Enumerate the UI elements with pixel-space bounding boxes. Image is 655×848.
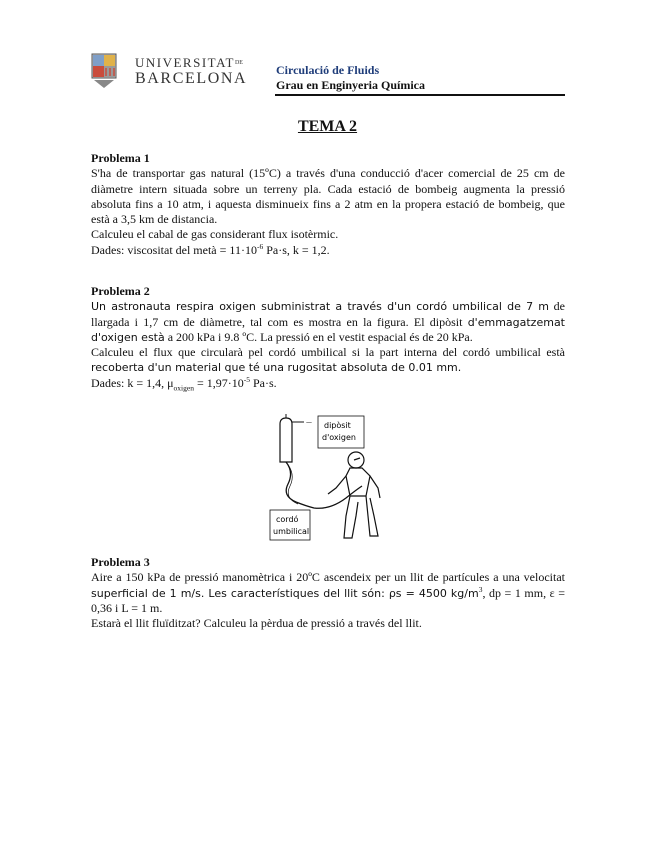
exponent: 3	[478, 584, 483, 594]
data-text: Pa·s, k = 1,2.	[263, 242, 330, 257]
degree-name: Grau en Enginyeria Química	[276, 78, 426, 92]
problem-1	[91, 151, 565, 258]
wordmark-barcelona: BARCELONA	[135, 70, 248, 87]
problem-2-title: Problema 2	[91, 284, 150, 298]
wordmark-de: DE	[234, 60, 243, 66]
course-name: Circulació de Fluids	[276, 63, 380, 77]
statement-text: a 200 kPa i 9.8 ºC. La pressió en el vestit espacial és de 20 kPa.	[164, 329, 473, 344]
statement-text: de llargada i 1,7 cm de diàmetre, tal com es mostra en la figura. El dipòsit	[91, 299, 566, 329]
problem-1-data	[91, 243, 565, 258]
university-crest-icon	[90, 52, 130, 90]
astronaut-figure	[266, 412, 390, 550]
umbilical-cord	[286, 462, 362, 508]
wordmark-universitat: UNIVERSITAT	[135, 55, 235, 70]
astronaut-icon	[328, 452, 380, 538]
problem-3-question: Estarà el llit fluïditzat? Calculeu la pèrdua de pressió a través del llit.	[91, 616, 422, 631]
exponent: -6	[256, 241, 264, 251]
subscript: oxigen	[173, 383, 194, 393]
problem-3-statement	[91, 570, 565, 616]
course-info	[276, 63, 425, 93]
oxygen-tank-icon	[280, 418, 292, 462]
tank-label-line1: dipòsit	[324, 421, 351, 430]
problem-3	[91, 555, 565, 631]
data-text: = 1,97·10	[193, 375, 244, 390]
header-rule	[275, 94, 565, 96]
tank-label-line2: d'oxigen	[322, 433, 356, 442]
problem-2-statement	[91, 299, 565, 345]
cord-label-line2: umbilical	[273, 527, 310, 536]
problem-3-title: Problema 3	[91, 555, 150, 569]
problem-2-question	[91, 345, 565, 376]
question-text: recoberta d'un material que té una rugositat absoluta de 0.01 mm.	[91, 361, 462, 375]
problem-1-statement: S'ha de transportar gas natural (15ºC) a través d'una conducció d'acer comercial de 25 cm de diàmetre intern situada sobre un terreny pla. Cada estació de bombeig augmenta la pressió absoluta fins a 10 atm, i aquesta disminueix fins a 2 atm en la propera estació de bombeig, que està a 3,5 km de distancia.	[91, 166, 565, 227]
statement-text: superficial de 1 m/s. Les característiques del llit són: ρs = 4500 kg/m	[91, 586, 479, 600]
page-header	[90, 52, 564, 94]
data-text: Pa·s.	[249, 375, 277, 390]
question-text: Calculeu el flux que circularà pel cordó umbilical si la part interna del cordó umbilical està	[91, 345, 565, 360]
page-title: TEMA 2	[297, 118, 358, 135]
statement-text: , dp = 1 mm, ε = 0,36 i L = 1 m.	[91, 585, 566, 615]
svg-text:—: —	[306, 419, 312, 426]
cord-label-line1: cordó	[276, 515, 299, 524]
statement-text: Un astronauta respira oxigen subministrat a través d'un cordó umbilical de 7 m	[91, 300, 549, 314]
problem-2-data	[91, 376, 565, 391]
data-text: Dades: viscositat del metà = 11·10	[91, 242, 257, 257]
problem-1-question: Calculeu el cabal de gas considerant flux isotèrmic.	[91, 227, 339, 242]
problem-2	[91, 284, 565, 391]
problem-1-title: Problema 1	[91, 151, 150, 165]
statement-text: Aire a 150 kPa de pressió manomètrica i 20ºC ascendeix per un llit de partícules a una velocitat	[91, 570, 565, 585]
exponent: -5	[243, 374, 250, 384]
university-wordmark	[135, 56, 247, 88]
statement-text: d'emmagatzemat d'oxigen està	[91, 315, 565, 344]
data-text: Dades: k = 1,4, μ	[91, 375, 174, 390]
